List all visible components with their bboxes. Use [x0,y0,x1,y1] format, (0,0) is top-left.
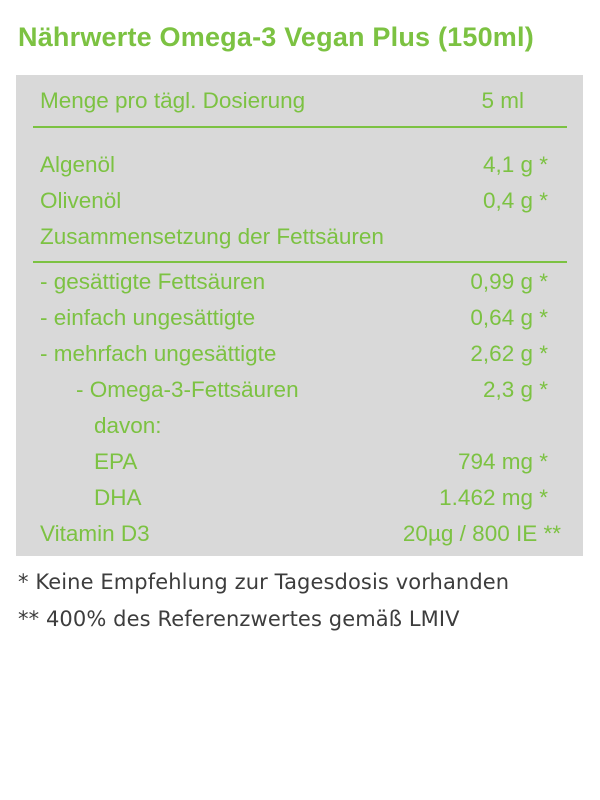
fatty-acids-heading [40,221,548,253]
davon-row [40,410,548,442]
dosage-row [40,85,548,117]
nutrient-value: 20µg / 800 IE ** [402,521,561,546]
nutrient-label: Vitamin D3 [40,521,150,546]
nutrient-value: 0,4 g * [482,188,548,213]
nutrient-row-omega3 [40,374,548,406]
nutrient-row-polyunsaturated [40,338,548,370]
page-title: Nährwerte Omega-3 Vegan Plus (150ml) [18,22,534,52]
nutrient-label: - gesättigte Fettsäuren [40,269,266,294]
nutrient-label: davon: [94,413,162,438]
header-divider [33,126,567,128]
nutrient-value: 0,64 g * [470,305,548,330]
nutrient-value: 1.462 mg * [439,485,548,510]
nutrient-label: EPA [94,449,138,474]
dosage-label: Menge pro tägl. Dosierung [40,88,306,113]
footnote-no-recommendation: * Keine Empfehlung zur Tagesdosis vorhanden [18,570,510,594]
nutrient-row-epa [40,446,548,478]
nutrient-row-monounsaturated [40,302,548,334]
footnote-reference-value: ** 400% des Referenzwertes gemäß LMIV [18,607,460,631]
nutrient-value: 794 mg * [457,449,548,474]
nutrient-value: 4,1 g * [482,152,548,177]
nutrient-label: - mehrfach ungesättigte [40,341,277,366]
nutrient-row-algenoel [40,149,548,181]
nutrient-row-dha [40,482,548,514]
nutrient-label: Algenöl [40,152,116,177]
dosage-value: 5 ml [481,88,524,113]
nutrient-label: DHA [94,485,142,510]
nutrient-row-olivenoel [40,185,548,217]
nutrition-table [16,75,583,556]
nutrient-row-vitamin-d3 [40,518,561,550]
nutrient-row-saturated [40,266,548,298]
nutrient-value: 2,3 g * [482,377,548,402]
section-label: Zusammensetzung der Fettsäuren [40,224,384,249]
nutrient-value: 2,62 g * [470,341,548,366]
nutrient-label: - einfach ungesättigte [40,305,256,330]
section-divider [33,261,567,263]
nutrient-label: - Omega-3-Fettsäuren [76,377,299,402]
nutrient-value: 0,99 g * [470,269,548,294]
nutrient-label: Olivenöl [40,188,122,213]
